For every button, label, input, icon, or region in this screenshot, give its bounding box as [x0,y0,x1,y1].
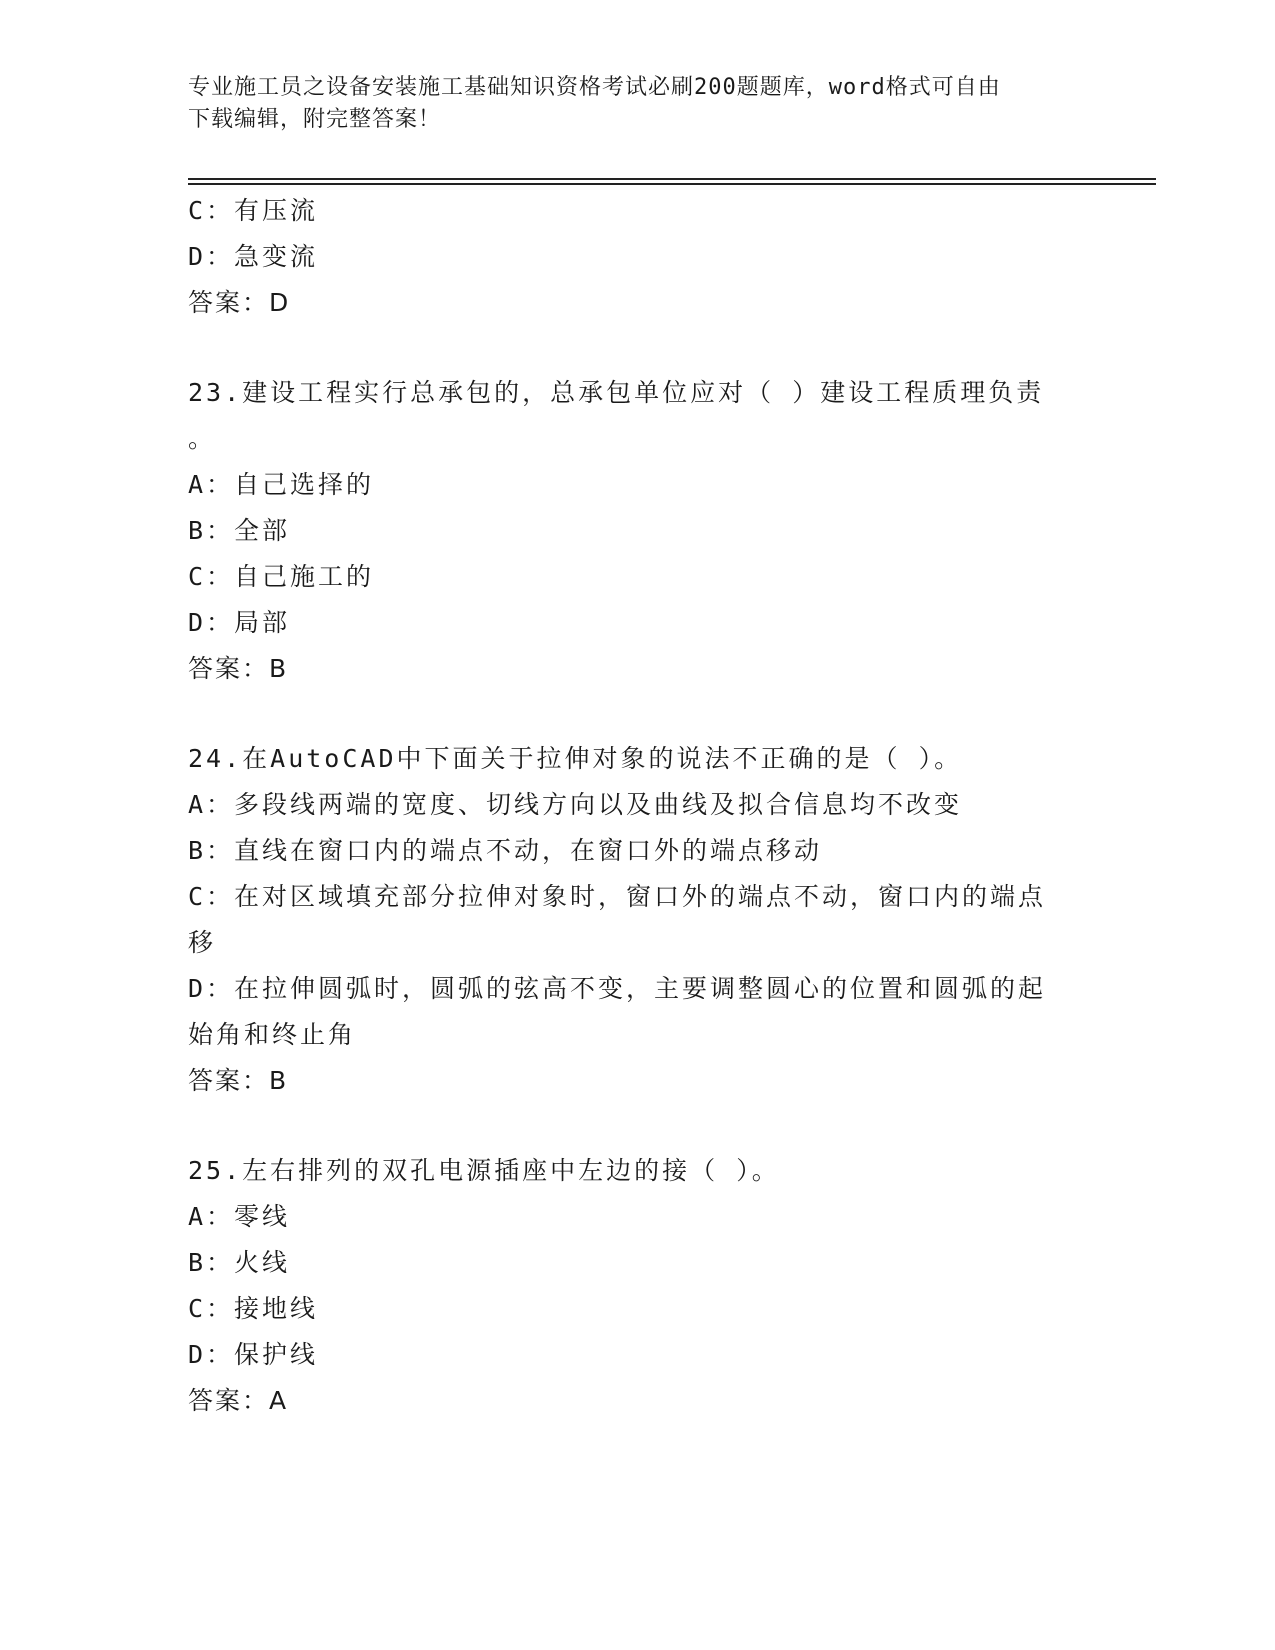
option-d: D：在拉伸圆弧时，圆弧的弦高不变，主要调整圆心的位置和圆弧的起 [188,974,1047,1003]
option-d: D：保护线 [188,1340,319,1369]
spacer [188,692,1088,736]
option-d: D：局部 [188,608,291,637]
answer: 答案：A [188,1386,289,1415]
header-rule-top [188,178,1156,180]
option-b: B：直线在窗口内的端点不动，在窗口外的端点移动 [188,836,823,865]
option-c: C：接地线 [188,1294,319,1323]
header-line-1: 专业施工员之设备安装施工基础知识资格考试必刷200题题库，word格式可自由 [188,75,1001,100]
answer: 答案：B [188,654,289,683]
spacer [188,326,1088,370]
question-stem-continued: 。 [188,424,217,453]
option-a: A：自己选择的 [188,470,375,499]
option-c: C：自己施工的 [188,562,375,591]
spacer [188,1104,1088,1148]
option-a: A：零线 [188,1202,291,1231]
answer: 答案：B [188,1066,289,1095]
prev-question [188,188,1088,326]
question-stem: 23.建设工程实行总承包的，总承包单位应对（ ）建设工程质理负责 [188,378,1045,407]
option-d-continued: 始角和终止角 [188,1020,357,1049]
option-c-continued: 移 [188,928,217,957]
option-b: B：全部 [188,516,291,545]
option-a: A：多段线两端的宽度、切线方向以及曲线及拟合信息均不改变 [188,790,963,819]
question-25 [188,1148,1088,1424]
option-d: D：急变流 [188,242,319,271]
document-header [188,72,1068,136]
header-line-2: 下载编辑，附完整答案！ [188,107,442,132]
question-stem: 24.在AutoCAD中下面关于拉伸对象的说法不正确的是（ ）。 [188,744,963,773]
option-b: B：火线 [188,1248,291,1277]
option-c: C：在对区域填充部分拉伸对象时，窗口外的端点不动，窗口内的端点 [188,882,1047,911]
header-rule-bottom [188,183,1156,185]
question-24 [188,736,1088,1104]
question-23 [188,370,1088,692]
question-list [188,188,1088,1424]
question-stem: 25.左右排列的双孔电源插座中左边的接（ ）。 [188,1156,780,1185]
option-c: C：有压流 [188,196,319,225]
answer: 答案：D [188,288,291,317]
